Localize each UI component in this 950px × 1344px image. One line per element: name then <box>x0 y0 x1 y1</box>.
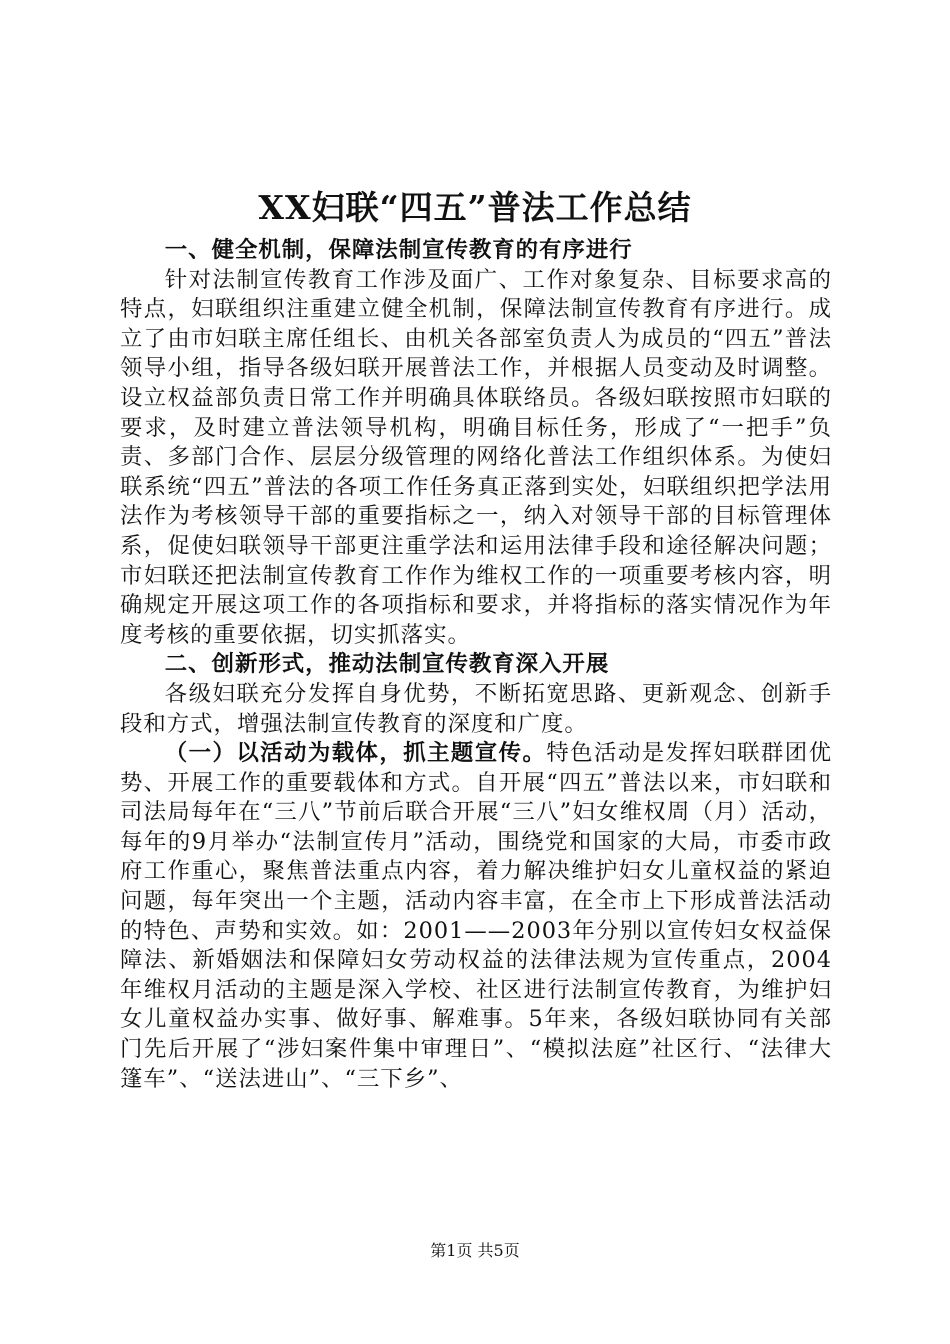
section-paragraph-1: 针对法制宣传教育工作涉及面广、工作对象复杂、目标要求高的特点，妇联组织注重建立健全机制，保障法制宣传教育有序进行。成立了由市妇联主席任组长、由机关各部室负责人为成员的“四五”普法领导小组，指导各级妇联开展普法工作，并根据人员变动及时调整。设立权益部负责日常工作并明确具体联络员。各级妇联按照市妇联的要求，及时建立普法领导机构，明确目标任务，形成了“一把手”负责、多部门合作、层层分级管理的网络化普法工作组织体系。为使妇联系统“四五”普法的各项工作任务真正落到实处，妇联组织把学法用法作为考核领导干部的重要指标之一，纳入对领导干部的目标管理体系，促使妇联领导干部更注重学法和运用法律手段和途径解决问题；市妇联还把法制宣传教育工作作为维权工作的一项重要考核内容，明确规定开展这项工作的各项指标和要求，并将指标的落实情况作为年度考核的重要依据，切实抓落实。 <box>120 266 832 648</box>
subsection-lead: （一）以活动为载体，抓主题宣传。 <box>164 740 547 767</box>
section-paragraph-2: 各级妇联充分发挥自身优势，不断拓宽思路、更新观念、创新手段和方式，增强法制宣传教育的深度和广度。 <box>120 680 832 737</box>
document-body <box>120 236 832 1094</box>
section-heading-2: 二、创新形式，推动法制宣传教育深入开展 <box>164 651 610 678</box>
document-title: XX妇联“四五”普法工作总结 <box>258 188 692 227</box>
subsection-text: 特色活动是发挥妇联群团优势、开展工作的重要载体和方式。自开展“四五”普法以来，市妇联和司法局每年在“三八”节前后联合开展“三八”妇女维权周（月）活动，每年的9月举办“法制宣传月”活动，围绕党和国家的大局，市委市政府工作重心，聚焦普法重点内容，着力解决维护妇女儿童权益的紧迫问题，每年突出一个主题，活动内容丰富，在全市上下形成普法活动的特色、声势和实效。如：2001——2003年分别以宣传妇女权益保障法、新婚姻法和保障妇女劳动权益的法律法规为宣传重点，2004年维权月活动的主题是深入学校、社区进行法制宣传教育，为维护妇女儿童权益办实事、做好事、解难事。5年来，各级妇联协同有关部门先后开展了“涉妇案件集中审理日”、“模拟法庭”社区行、“法律大篷车”、“送法进山”、“三下乡”、 <box>120 740 833 1092</box>
subsection-paragraph <box>120 739 832 1094</box>
page-footer: 第1页 共5页 <box>430 1241 520 1260</box>
section-heading-1: 一、健全机制，保障法制宣传教育的有序进行 <box>164 237 633 263</box>
